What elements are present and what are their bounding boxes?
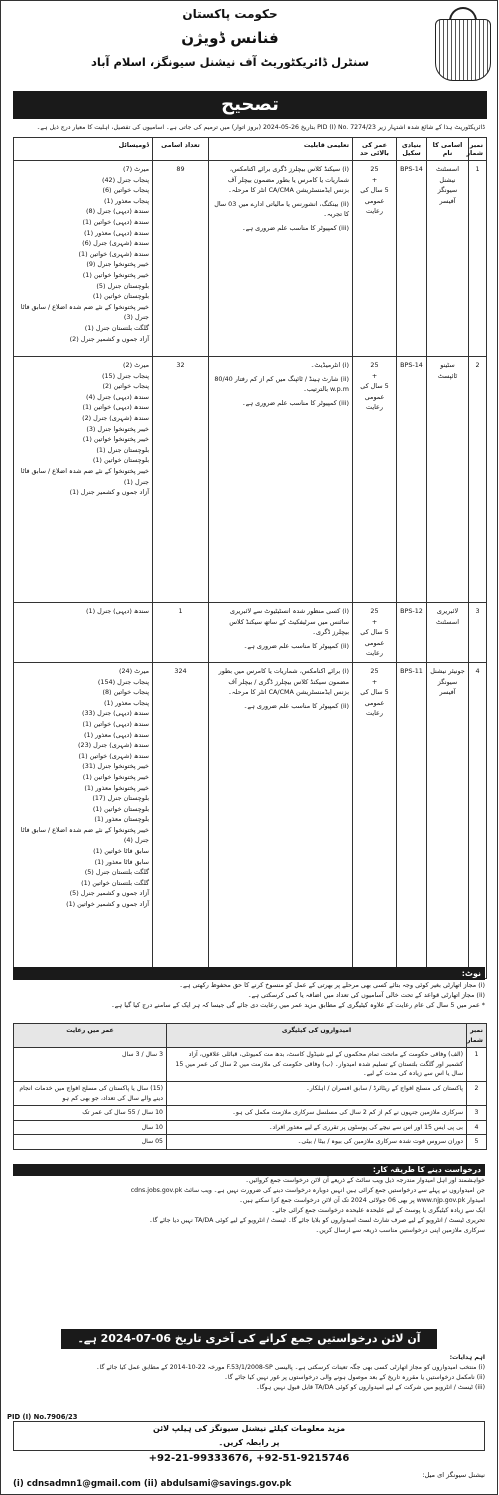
note-item: (i) مجاز اتھارٹی بغیر کوئی وجہ بتائے کسی بھی مرحلے پر بھرتی کے عمل کو منسوخ کرنے کا حق محفوظ رکھتی ہے۔ [179,981,485,989]
education-item: (ii) بینکنگ، انشورنس یا مالیاتی ادارے میں 03 سال کا تجربہ۔ [214,199,349,219]
age-line: 5 سال کی عمومی رعایت [360,382,389,412]
age-relaxation-table [13,1023,487,1150]
domicile-item: سندھ (دیہی) جنرل (4) [86,392,149,401]
relax-value: 05 سال [14,1135,167,1150]
domicile-item: آزاد جموں و کشمیر خواتین (1) [66,900,149,909]
domicile-item: بلوچستان خواتین (1) [92,292,149,301]
age-line: 5 سال کی عمومی رعایت [360,628,389,658]
relax-category: بی پی ایس 15 اور اس سے نیچے کی پوسٹوں پر تقرری کے لیے معذور افراد۔ [167,1120,467,1135]
relax-header-sno: نمبر شمار [467,1024,487,1048]
row-post-name: لائبریری اسسٹنٹ [427,603,469,663]
intro-text: ڈائریکٹوریٹ ہذا کے شائع شدہ اشتہار زیر PID (I) No. 7274/23 بتاریخ 26-05-2024 (بروز اتوار) میں ترمیم کی جاتی ہے۔ اسامیوں کی تفصیل، اہلیت کا معیار درج ذیل ہے۔ [36,124,485,131]
table-row [14,662,487,978]
relax-value: 10 سال / 55 سال کی عمر تک [14,1106,167,1121]
relax-sno: 4 [467,1120,487,1135]
instructions-section [13,1353,485,1393]
note-item: (ii) مجاز اتھارٹی قواعد کے تحت خالی آسامیوں کی تعداد میں اضافہ یا کمی کرسکتی ہے۔ [247,991,485,999]
relax-sno: 5 [467,1135,487,1150]
domicile-item: سندھ (شہری) جنرل (23) [78,741,149,750]
relax-value: 3 سال / 3 سال [14,1048,167,1082]
how-to-apply-item: تحریری ٹیسٹ / انٹرویو کے لیے صرف شارٹ لسٹ امیدواروں کو بلایا جائے گا۔ ٹیسٹ / انٹرویو کے لیے کوئی TA/DA نہیں دیا جائے گا۔ [149,1217,485,1224]
domicile-item: گلگت بلتستان خواتین (1) [81,878,149,887]
row-vacancy-count: 89 [153,161,209,357]
domicile-item: میرٹ (7) [123,165,149,173]
age-line: + [371,617,378,626]
age-line: 5 سال کی عمومی رعایت [360,688,389,718]
relax-category: پاکستان کی مسلح افواج کے ریٹائرڈ / سابق افسران / اہلکار۔ [167,1081,467,1105]
emails-label: نیشنل سیونگز ای میل: [422,1471,485,1479]
header-domicile: ڈومیسائل [14,138,153,161]
state-emblem-icon [435,19,491,81]
relax-category: (الف) وفاقی حکومت کے ماتحت تمام محکموں کے لیے شیڈول کاسٹ، بدھ مت کمیونٹی، قبائلی علاقوں، آزاد کشمیر اور گلگت بلتستان کے تسلیم شدہ امیدوار۔ (ب) وفاقی حکومت کی ملازمت میں 2 سال کی عمر میں 15 سال یا اس سے زیادہ کی مدت کے لیے۔ [167,1048,467,1082]
row-post-name: سٹینو ٹائپسٹ [427,357,469,603]
domicile-item: سندھ (شہری) خواتین (1) [78,751,149,760]
domicile-item: خیبر پختونخوا جنرل (31) [82,762,149,771]
domicile-item: گلگت بلتستان جنرل (5) [84,868,149,877]
domicile-item: پنجاب جنرل (15) [101,371,149,380]
relaxation-row [14,1120,487,1135]
row-domicile [14,161,153,357]
row-bps: BPS-14 [397,357,427,603]
row-bps: BPS-11 [397,662,427,978]
notes-title: نوٹ: [13,967,485,980]
instructions-title: اہم ہدایات: [449,1354,485,1361]
relax-value: (15) سال یا پاکستان کی مسلح افواج میں خدمات انجام دینے والے سال کی تعداد، جو بھی کم ہو [14,1081,167,1105]
domicile-item: سندھ (دیہی) خواتین (1) [82,403,149,412]
domicile-item: پنجاب جنرل (154) [97,677,149,686]
domicile-item: سندھ (دیہی) جنرل (8) [86,207,149,216]
domicile-item: بلوچستان جنرل (5) [96,281,149,290]
domicile-item: پنجاب خواتین (8) [102,688,149,697]
domicile-item: خیبر پختونخوا معذور (1) [84,783,149,792]
domicile-item: پنجاب معذور (1) [104,698,149,707]
education-item: (ii) کمپیوٹر کا مناسب علم ضروری ہے۔ [243,701,349,710]
age-line: 5 سال کی عمومی رعایت [360,186,389,216]
relax-sno: 3 [467,1106,487,1121]
notes-section [13,967,485,1010]
row-age-limit [353,357,397,603]
education-item: (i) انٹرمیڈیٹ۔ [310,361,349,369]
education-item: (ii) شارٹ ہینڈ / ٹائپنگ میں کم از کم رفتار 80/40 w.p.m بالترتیب۔ [214,374,349,394]
header-sno: نمبر شمار [469,138,487,161]
relax-value: 10 سال [14,1120,167,1135]
domicile-item: سندھ (دیہی) خواتین (1) [82,719,149,728]
row-education [209,161,353,357]
domicile-item: آزاد جموں و کشمیر جنرل (1) [69,488,149,497]
domicile-item: پنجاب معذور (1) [104,196,149,205]
domicile-item: سندھ (دیہی) معذور (1) [84,730,149,739]
age-line: 25 [370,607,379,615]
row-age-limit [353,603,397,663]
row-post-name: اسسٹنٹ نیشنل سیونگز آفیسر [427,161,469,357]
header [1,1,499,121]
education-item: (i) کسی منظور شدہ انسٹیٹیوٹ سے لائبریری سائنس میں سرٹیفکیٹ کے ساتھ سیکنڈ کلاس بیچلرز ڈگری۔ [229,607,349,637]
how-to-apply-item: امیدوار www.njp.gov.pk پر بھی 06 جولائی 2024 تک آن لائن درخواست جمع کرا سکتے ہیں۔ [239,1197,485,1204]
domicile-item: آزاد جموں و کشمیر جنرل (2) [69,334,149,343]
age-line: + [371,371,378,380]
relax-header-relaxation: عمر میں رعایت [14,1024,167,1048]
how-to-apply-item: ایک سے زیادہ کیٹیگری یا پوسٹ کے لیے علیحدہ علیحدہ درخواست جمع کرائی جائے۔ [271,1207,485,1214]
how-to-apply-title: درخواست دینے کا طریقہ کار: [13,1164,485,1176]
relax-category: سرکاری ملازمین جنہوں نے کم از کم 2 سال کی مسلسل سرکاری ملازمت مکمل کی ہو۔ [167,1106,467,1121]
domicile-item: خیبر پختونخوا کے نئے ضم شدہ اضلاع / سابق فاٹا جنرل (3) [20,302,149,322]
row-sno: 1 [469,161,487,357]
domicile-item: خیبر پختونخوا خواتین (1) [82,435,149,444]
domicile-item: سابق فاٹا معذور (1) [94,857,149,866]
row-domicile [14,603,153,663]
row-sno: 3 [469,603,487,663]
domicile-item: بلوچستان جنرل (17) [92,794,149,803]
row-vacancy-count: 1 [153,603,209,663]
domicile-item: بلوچستان خواتین (1) [92,456,149,465]
age-line: + [371,677,378,686]
domicile-item: خیبر پختونخوا جنرل (9) [86,260,149,269]
row-sno: 4 [469,662,487,978]
domicile-item: بلوچستان خواتین (1) [92,804,149,813]
govt-title: حکومت پاکستان [182,7,278,21]
table-row [14,357,487,603]
table-row [14,603,487,663]
domicile-item: پنجاب خواتین (2) [102,382,149,391]
domicile-item: خیبر پختونخوا خواتین (1) [82,270,149,279]
domicile-item: سندھ (شہری) جنرل (2) [82,413,149,422]
relaxation-header [14,1024,487,1048]
education-item: (i) سیکنڈ کلاس بیچلرز ڈگری برائے اکنامکس، شماریات یا کامرس یا بطور مضمون بیچلر آف بزنس ایڈمنسٹریشن CA/CMA انٹر کا مرحلہ۔ [227,165,349,195]
row-education [209,603,353,663]
division-title: فنانس ڈویژن [181,29,279,47]
domicile-item: سندھ (دیہی) جنرل (1) [86,607,149,615]
row-domicile [14,357,153,603]
row-age-limit [353,161,397,357]
row-education [209,662,353,978]
helpline-phones: +92-21-99333676, +92-51-9215746 [148,1453,350,1464]
relaxation-row [14,1106,487,1121]
relax-header-category: امیدواروں کی کیٹیگری [167,1024,467,1048]
corrigendum-banner: تصحیح [13,91,487,119]
domicile-item: بلوچستان جنرل (1) [96,445,149,454]
domicile-item: خیبر پختونخوا خواتین (1) [82,772,149,781]
table-row [14,161,487,357]
relaxation-row [14,1048,487,1082]
row-bps: BPS-14 [397,161,427,357]
row-age-limit [353,662,397,978]
header-age: عمر کی بالائی حد [353,138,397,161]
instruction-item: (iii) ٹیسٹ / انٹرویو میں شرکت کے لیے امیدواروں کو کوئی TA/DA قابل قبول نہیں ہوگا۔ [256,1384,485,1391]
domicile-item: پنجاب خواتین (6) [102,186,149,195]
how-to-apply-item: جن امیدواروں نے پہلے سے درخواستیں جمع کرائی ہیں انہیں دوبارہ درخواست دینے کی ضرورت نہیں ہے۔ ویب سائٹ cdns.jobs.gov.pk [130,1187,485,1194]
education-item: (ii) کمپیوٹر کا مناسب علم ضروری ہے۔ [243,641,349,650]
header-post-name: اسامی کا نام [427,138,469,161]
domicile-item: سندھ (شہری) جنرل (6) [82,239,149,248]
education-item: (i) برائے اکنامکس، شماریات یا کامرس میں بطور مضمون سیکنڈ کلاس بیچلرز ڈگری / بیچلر آف بزنس ایڈمنسٹریشن CA/CMA انٹر کا مرحلہ۔ [218,666,349,697]
helpline-emails: (i) cdnsadmn1@gmail.com (ii) abdulsami@savings.gov.pk [13,1479,292,1489]
domicile-item: خیبر پختونخوا جنرل (3) [86,424,149,433]
posts-table [13,137,487,979]
age-line: 25 [370,165,379,173]
domicile-item: سندھ (دیہی) معذور (1) [84,228,149,237]
how-to-apply-item: سرکاری ملازمین اپنی درخواستیں مناسب ذریعہ سے ارسال کریں۔ [315,1227,485,1234]
relax-sno: 2 [467,1081,487,1105]
helpline-box [13,1421,485,1451]
header-count: تعداد اسامی [153,138,209,161]
posts-table-header [14,138,487,161]
deadline-banner: آن لائن درخواستیں جمع کرانے کی آخری تاریخ 06-07-2024 ہے۔ [61,1329,437,1349]
instruction-item: (i) منتخب امیدواروں کو مجاز اتھارٹی کسی بھی جگہ تعینات کرسکتی ہے۔ پالیسی F.53/1/2008-SP مورخہ 22-10-2014 کے مطابق عمل کیا جائے گا۔ [96,1364,485,1371]
row-domicile [14,662,153,978]
domicile-item: خیبر پختونخوا کے نئے ضم شدہ اضلاع / سابق فاٹا جنرل (4) [20,825,149,845]
domicile-item: سندھ (شہری) خواتین (1) [78,249,149,258]
helpline-text: مزید معلومات کیلئے نیشنل سیونگز کی ہیلپ لائن [152,1424,346,1433]
helpline-contact-text: پر رابطہ کریں۔ [218,1438,280,1447]
domicile-item: پنجاب جنرل (42) [101,175,149,184]
domicile-item: میرٹ (2) [123,361,149,369]
row-vacancy-count: 32 [153,357,209,603]
row-post-name: جونیئر نیشنل سیونگز آفیسر [427,662,469,978]
domicile-item: آزاد جموں و کشمیر جنرل (5) [69,889,149,898]
domicile-item: میرٹ (24) [118,666,149,675]
header-education: تعلیمی قابلیت [209,138,353,161]
relax-category: دوران سروس فوت شدہ سرکاری ملازمین کی بیوہ / بیٹا / بیٹی۔ [167,1135,467,1150]
domicile-item: سابق فاٹا خواتین (1) [93,847,149,856]
instruction-item: (ii) نامکمل درخواستیں یا مقررہ تاریخ کے بعد موصول ہونے والی درخواستوں پر غور نہیں کیا جائے گا۔ [224,1374,485,1381]
how-to-apply-section [13,1164,485,1236]
relax-sno: 1 [467,1048,487,1082]
relaxation-row [14,1081,487,1105]
row-education [209,357,353,603]
education-item: (iii) کمپیوٹر کا مناسب علم ضروری ہے۔ [241,398,349,407]
how-to-apply-item: خواہشمند اور اہل امیدوار مندرجہ ذیل ویب سائٹ کے ذریعے آن لائن درخواست جمع کروائیں۔ [245,1177,485,1184]
domicile-item: گلگت بلتستان جنرل (1) [84,323,149,332]
pid-number: PID (I) No.7906/23 [7,1413,78,1421]
header-bps: بنیادی سکیل [397,138,427,161]
relaxation-row [14,1135,487,1150]
domicile-item: سندھ (دیہی) خواتین (1) [82,217,149,226]
age-line: 25 [370,361,379,369]
domicile-item: سندھ (دیہی) جنرل (33) [81,709,149,718]
row-bps: BPS-12 [397,603,427,663]
note-item: * عمر میں 5 سال کی عام رعایت کے علاوہ کیٹیگری کے مطابق مزید عمر میں رعایت دی جائے گی جیسا کہ ہر ایک کے سامنے درج کیا گیا ہے۔ [110,1001,485,1009]
education-item: (iii) کمپیوٹر کا مناسب علم ضروری ہے۔ [241,223,349,232]
row-vacancy-count: 324 [153,662,209,978]
age-line: 25 [370,666,379,675]
directorate-title: سنٹرل ڈائریکٹوریٹ آف نیشنل سیونگز، اسلام آباد [90,55,370,69]
domicile-item: بلوچستان معذور (1) [94,815,149,824]
age-line: + [371,175,378,184]
domicile-item: خیبر پختونخوا کے نئے ضم شدہ اضلاع / سابق فاٹا جنرل (1) [20,466,149,486]
row-sno: 2 [469,357,487,603]
